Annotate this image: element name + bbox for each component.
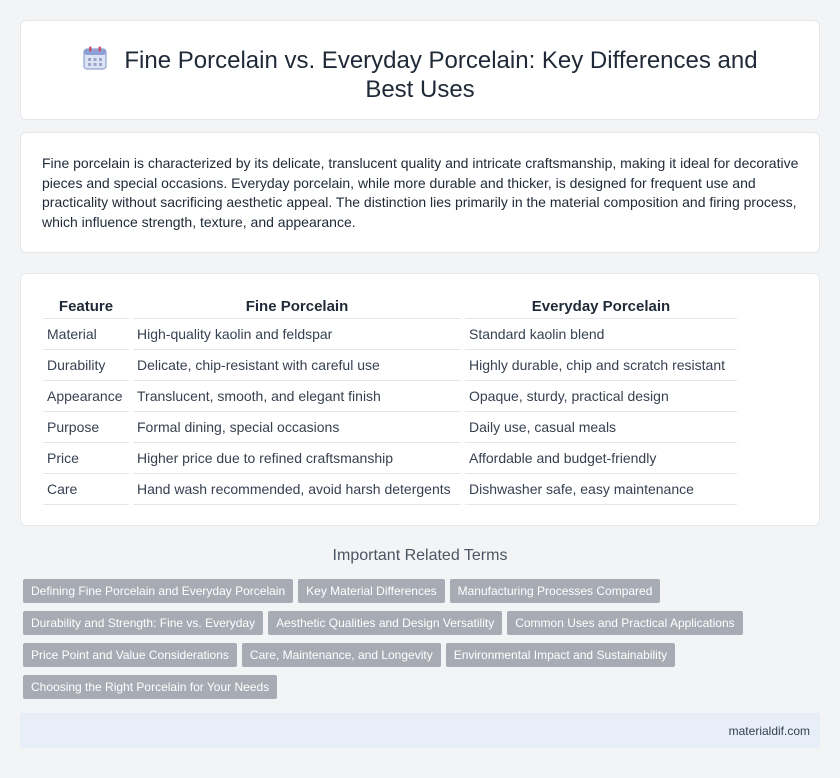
- tag-row: [23, 643, 803, 675]
- everyday-cell: Highly durable, chip and scratch resistant: [463, 349, 737, 380]
- tag-link[interactable]: Manufacturing Processes Compared: [450, 579, 661, 603]
- related-terms-heading: Important Related Terms: [332, 547, 508, 564]
- tag-row: [23, 675, 803, 707]
- tag-link[interactable]: Price Point and Value Considerations: [23, 643, 237, 667]
- tag-row: [23, 611, 803, 643]
- table-header-row: [43, 296, 737, 318]
- tag-link[interactable]: Key Material Differences: [298, 579, 445, 603]
- feature-cell: Appearance: [43, 380, 131, 411]
- tag-link[interactable]: Durability and Strength: Fine vs. Everyday: [23, 611, 263, 635]
- fine-cell: High-quality kaolin and feldspar: [131, 318, 463, 349]
- page-title: [61, 45, 779, 104]
- header-card: [20, 20, 820, 120]
- tag-row: [23, 579, 803, 611]
- intro-paragraph: Fine porcelain is characterized by its delicate, translucent quality and intricate craftsmanship, making it ideal for decorative pieces and special occasions. Everyday porcelain, while more durable and thicker, is designed for frequent use and practicality without sacrificing aesthetic appeal. The distinction lies primarily in the material composition and firing process, which influence strength, texture, and appearance.: [42, 155, 799, 230]
- table-row: [43, 442, 737, 473]
- table-row: [43, 411, 737, 442]
- fine-cell: Higher price due to refined craftsmanship: [131, 442, 463, 473]
- tag-link[interactable]: Environmental Impact and Sustainability: [446, 643, 675, 667]
- comparison-table: [43, 296, 737, 505]
- table-row: [43, 473, 737, 504]
- calendar-icon: [82, 45, 108, 71]
- tag-link[interactable]: Defining Fine Porcelain and Everyday Porcelain: [23, 579, 293, 603]
- footer-bar: [20, 713, 820, 748]
- fine-cell: Translucent, smooth, and elegant finish: [131, 380, 463, 411]
- intro-card: [20, 132, 820, 253]
- header-everyday-porcelain: Everyday Porcelain: [463, 296, 737, 318]
- table-row: [43, 380, 737, 411]
- everyday-cell: Opaque, sturdy, practical design: [463, 380, 737, 411]
- fine-cell: Formal dining, special occasions: [131, 411, 463, 442]
- tag-link[interactable]: Choosing the Right Porcelain for Your Needs: [23, 675, 277, 699]
- page-title-text: Fine Porcelain vs. Everyday Porcelain: Key Differences and Best Uses: [124, 47, 758, 103]
- tag-link[interactable]: Care, Maintenance, and Longevity: [242, 643, 441, 667]
- comparison-card: [20, 273, 820, 526]
- header-feature: Feature: [43, 296, 131, 318]
- fine-cell: Delicate, chip-resistant with careful use: [131, 349, 463, 380]
- everyday-cell: Standard kaolin blend: [463, 318, 737, 349]
- everyday-cell: Affordable and budget-friendly: [463, 442, 737, 473]
- table-row: [43, 349, 737, 380]
- everyday-cell: Dishwasher safe, easy maintenance: [463, 473, 737, 504]
- fine-cell: Hand wash recommended, avoid harsh detergents: [131, 473, 463, 504]
- feature-cell: Price: [43, 442, 131, 473]
- feature-cell: Purpose: [43, 411, 131, 442]
- everyday-cell: Daily use, casual meals: [463, 411, 737, 442]
- table-row: [43, 318, 737, 349]
- header-fine-porcelain: Fine Porcelain: [131, 296, 463, 318]
- feature-cell: Material: [43, 318, 131, 349]
- tag-link[interactable]: Aesthetic Qualities and Design Versatility: [268, 611, 502, 635]
- title-row: [61, 45, 779, 104]
- feature-cell: Care: [43, 473, 131, 504]
- feature-cell: Durability: [43, 349, 131, 380]
- related-tags: [23, 579, 803, 707]
- footer-site-name: materialdif.com: [728, 724, 810, 738]
- tag-link[interactable]: Common Uses and Practical Applications: [507, 611, 742, 635]
